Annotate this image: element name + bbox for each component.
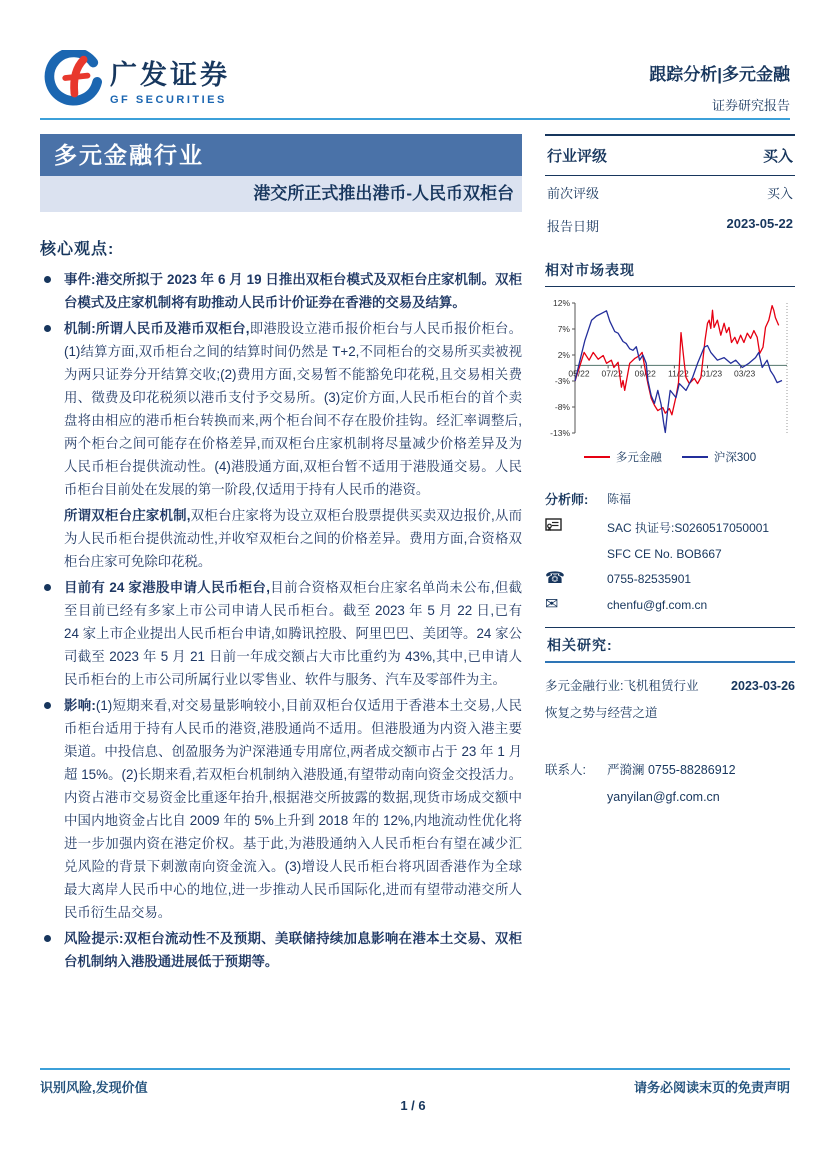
previous-rating-row: [545, 176, 795, 209]
svg-text:07/22: 07/22: [601, 368, 623, 379]
main-column: [40, 134, 522, 976]
related-item-row: [545, 673, 795, 700]
paragraph-text-bold: 目前有 24 家港股申请人民币柜台,: [64, 580, 270, 595]
paragraph-text-bold: 影响:: [64, 698, 96, 713]
email-icon: ✉: [545, 596, 559, 613]
related-item-date: 2023-03-26: [731, 679, 795, 693]
logo-text: [110, 53, 230, 106]
legend-line-icon: [584, 456, 610, 458]
paragraph-text: (1)短期来看,对交易量影响较小,目前双柜台仅适用于香港本土交易,人民币柜台适用于持有人民币的港资,港股通尚不适用。但港股通为内资入港主要渠道。中投信息、创盈服务为沪深港通专用席位,两者成交额市占于 23 年 1 月超 15%。(2)长期来看,若双柜台机制纳入港股通,有望带动南向资金交投活力。内资占港市交易资金比重逐年抬升,根据港交所披露的数据,现货市场成交额中中国内地资金占比自 2009 年的 5%上升到 2018 年的 12%,内地流动性优化将进一步加强内资在港定价权。基于此,为港股通纳入人民币柜台有望在减少汇兑风险的背景下刺激南向资金流入。(3)增设人民币柜台将巩固香港作为全球最大离岸人民币中心的地位,进一步推动人民币国际化,进而有望带动港交所人民币衍生品交易。: [64, 698, 522, 920]
legend-label: 多元金融: [615, 452, 662, 464]
contact-name-phone: 严漪澜 0755-88286912: [607, 763, 736, 777]
analyst-email-row: [545, 597, 795, 613]
bullet-dot-icon: [44, 702, 51, 709]
analyst-email: chenfu@gf.com.cn: [607, 598, 708, 612]
analyst-block: [545, 489, 795, 613]
analyst-sac-row: [545, 518, 795, 537]
report-type: 证券研究报告: [711, 98, 790, 113]
bullet-paragraph: [40, 694, 522, 924]
svg-text:-13%: -13%: [550, 428, 570, 438]
svg-text:-3%: -3%: [554, 376, 570, 386]
previous-rating-value: 买入: [766, 186, 793, 201]
svg-text:09/22: 09/22: [634, 368, 656, 379]
svg-text:05/22: 05/22: [568, 368, 590, 379]
svg-text:01/23: 01/23: [700, 368, 723, 379]
logo-name-en: GF SECURITIES: [110, 93, 227, 106]
paragraph-text: 目前合资格双柜台庄家名单尚未公布,但截至目前已经有多家上市公司申请人民币柜台。截至 2023 年 5 月 22 日,已有 24 家上市企业提出人民币柜台申请,如腾讯控股、阿里巴巴、美团等。24 家公司截至 2023 年 5 月 21 日前一年成交额占大市比重约为 43%,其中,已申请人民币柜台的上市公司所属行业以零售业、软件与服务、汽车及零部件为主。: [64, 580, 522, 687]
svg-text:03/23: 03/23: [733, 368, 756, 379]
legend-item: [584, 449, 662, 465]
industry-title-banner: 多元金融行业: [40, 134, 522, 176]
report-date-value: 2023-05-22: [726, 216, 793, 231]
report-subtitle: 港交所正式推出港币-人民币双柜台: [40, 176, 522, 212]
analyst-label: 分析师:: [545, 492, 589, 507]
legend-line-icon: [682, 456, 708, 458]
contact-email: yanyilan@gf.com.cn: [607, 790, 720, 804]
related-item-title: 多元金融行业:飞机租赁行业: [545, 679, 699, 693]
svg-text:2%: 2%: [557, 350, 570, 360]
contact-email-row: [545, 784, 795, 811]
bullet-dot-icon: [44, 935, 51, 942]
relative-performance-chart: [545, 297, 795, 447]
analyst-phone: 0755-82535901: [607, 572, 692, 586]
contact-block: [545, 757, 795, 811]
chart-legend: [545, 449, 795, 465]
sidebar: [545, 134, 795, 811]
paragraph-text-bold: 机制:所谓人民币及港币双柜台,: [64, 321, 250, 336]
report-date-label: 报告日期: [547, 219, 600, 234]
analyst-name-row: [545, 489, 795, 508]
footer-disclaimer-note: 请务必阅读末页的免责声明: [633, 1080, 790, 1095]
gf-logo-icon: [44, 50, 102, 108]
bullet-paragraph: [40, 268, 522, 314]
analyst-sfc-row: [545, 547, 795, 561]
contact-label: 联系人:: [545, 763, 586, 777]
rating-table: [545, 134, 795, 242]
bullet-dot-icon: [44, 325, 51, 332]
legend-label: 沪深300: [713, 452, 757, 464]
svg-text:-8%: -8%: [554, 402, 570, 412]
certificate-icon: [545, 518, 607, 537]
header-rule: [40, 118, 790, 120]
paragraph-text: 即港股设立港币报价柜台与人民币报价柜台。(1)结算方面,双币柜台之间的结算时间仍然是 T+2,不同柜台的交易所买卖被视为两只证券分开结算交收;(2)费用方面,交易暂不能豁免印花税,且交易相关费用、徵费及印花税须以港币支付予交易所。(3)定价方面,人民币柜台的首个卖盘将由相应的港币柜台转换而来,两个柜台间不存在股价挂钩。经汇率调整后,两个柜台之间可能存在价格差异,而双柜台庄家机制将尽量减少价格差异及为人民币柜台提供流动性。(4)港股通方面,双柜台暂不适用于港股通交易。人民币柜台目前处在发展的第一阶段,仅适用于持有人民币的港资。: [64, 321, 523, 497]
paragraph-text-bold: 事件:港交所拟于 2023 年 6 月 19 日推出双柜台模式及双柜台庄家机制。双柜台模式及庄家机制将有助推动人民币计价证券在香港的交易及结算。: [64, 272, 522, 310]
bullet-paragraph: [40, 317, 522, 501]
bullet-paragraph: [40, 576, 522, 691]
svg-text:7%: 7%: [557, 324, 570, 334]
analyst-name: 陈福: [607, 492, 632, 506]
previous-rating-label: 前次评级: [547, 186, 600, 201]
core-viewpoints-heading: 核心观点:: [40, 241, 115, 258]
bullet-dot-icon: [44, 584, 51, 591]
paragraph-text-bold: 所谓双柜台庄家机制,: [64, 508, 191, 523]
footer-slogan: 识别风险,发现价值: [40, 1080, 148, 1095]
header-right: [649, 60, 790, 114]
related-item-title-line2: 恢复之势与经营之道: [545, 706, 658, 720]
rating-value: 买入: [762, 148, 793, 165]
related-research-heading: 相关研究:: [545, 628, 795, 663]
industry-rating-row: [545, 136, 795, 176]
footer-rule: [40, 1068, 790, 1070]
continuation-paragraph: [40, 504, 522, 573]
analyst-sac: SAC 执证号:S0260517050001: [607, 521, 770, 535]
analyst-sfc: SFC CE No. BOB667: [607, 547, 722, 561]
bullet-dot-icon: [44, 276, 51, 283]
core-viewpoints-body: [40, 268, 522, 973]
paragraph-text-bold: 风险提示:双柜台流动性不及预期、美联储持续加息影响在港本土交易、双柜台机制纳入港股通进展低于预期等。: [64, 931, 522, 969]
spacer: [545, 784, 607, 811]
svg-text:11/22: 11/22: [668, 368, 689, 379]
report-category: 跟踪分析|多元金融: [649, 65, 790, 84]
gf-securities-logo: [44, 50, 230, 108]
contact-row: [545, 757, 795, 784]
logo-name-cn: 广发证券: [110, 59, 230, 90]
svg-text:12%: 12%: [552, 298, 570, 308]
report-date-row: [545, 209, 795, 242]
bullet-paragraph: [40, 927, 522, 973]
chart-title: 相对市场表现: [545, 260, 795, 287]
paragraph-text: 双柜台庄家将为设立双柜台股票提供买卖双边报价,从而为人民币柜台提供流动性,并收窄双柜台之间的价格差异。费用方面,合资格双柜台庄家可免除印花税。: [64, 508, 522, 569]
page-number: 1 / 6: [400, 1098, 426, 1113]
analyst-phone-row: [545, 571, 795, 587]
rating-label: 行业评级: [547, 148, 608, 165]
related-research-item: [545, 673, 795, 727]
phone-icon: ☎: [545, 570, 565, 587]
legend-item: [682, 449, 756, 465]
